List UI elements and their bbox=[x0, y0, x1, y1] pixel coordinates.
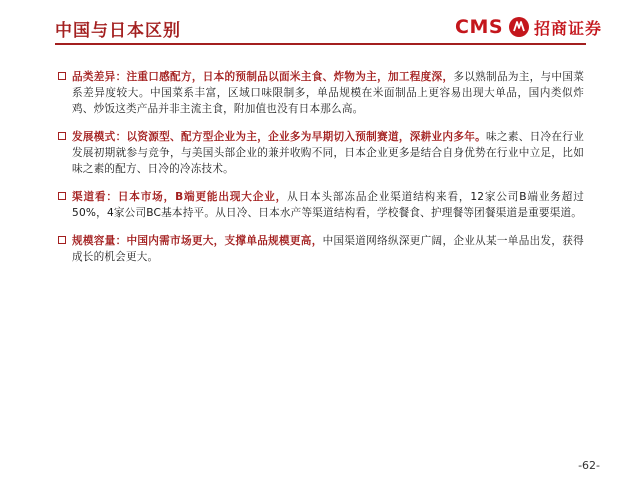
square-bullet-icon bbox=[58, 192, 66, 200]
bullet-list bbox=[58, 69, 584, 277]
logo-mark-icon bbox=[508, 16, 530, 38]
bullet-channel bbox=[58, 189, 584, 221]
bullet-development-model bbox=[58, 129, 584, 177]
square-bullet-icon bbox=[58, 132, 66, 140]
bullet-body: 味之素、日冷在行业发展初期就参与竞争，与美国头部企业的兼并收购不同，日本企业更多是结合自身优势在行业中立足，比如味之素的配方、日冷的冷冻技术。 bbox=[72, 131, 584, 175]
logo-text: CMS bbox=[455, 16, 504, 38]
bullet-body: 中国渠道网络纵深更广阔，企业从某一单品出发，获得成长的机会更大。 bbox=[72, 235, 584, 263]
bullet-highlight: 渠道看：日本市场，B端更能出现大企业， bbox=[72, 191, 288, 203]
bullet-highlight: 规模容量：中国内需市场更大，支撑单品规模更高， bbox=[72, 235, 323, 247]
cms-logo bbox=[455, 14, 602, 40]
page-title: 中国与日本区别 bbox=[55, 21, 181, 41]
bullet-body: 从日本头部冻品企业渠道结构来看，12家公司B端业务超过50%，4家公司BC基本持平。从日冷、日本水产等渠道结构看，学校餐食、护理餐等团餐渠道是重要渠道。 bbox=[72, 191, 585, 219]
page-number: -62- bbox=[578, 459, 600, 472]
bullet-scale-capacity bbox=[58, 233, 584, 265]
square-bullet-icon bbox=[58, 72, 66, 80]
bullet-highlight: 发展模式：以资源型、配方型企业为主，企业多为早期切入预制赛道，深耕业内多年。 bbox=[72, 131, 487, 143]
bullet-category-difference bbox=[58, 69, 584, 117]
logo-cn-text: 招商证券 bbox=[534, 18, 603, 38]
header-rule bbox=[55, 43, 586, 45]
square-bullet-icon bbox=[58, 236, 66, 244]
bullet-body: 多以熟制品为主，与中国菜系差异度较大。中国菜系丰富，区域口味限制多，单品规模在米面制品上更容易出现大单品，国内类似炸鸡、炒饭这类产品并非主流主食，附加值也没有日本那么高。 bbox=[72, 71, 585, 115]
bullet-highlight: 品类差异：注重口感配方，日本的预制品以面米主食、炸物为主，加工程度深， bbox=[72, 71, 454, 83]
